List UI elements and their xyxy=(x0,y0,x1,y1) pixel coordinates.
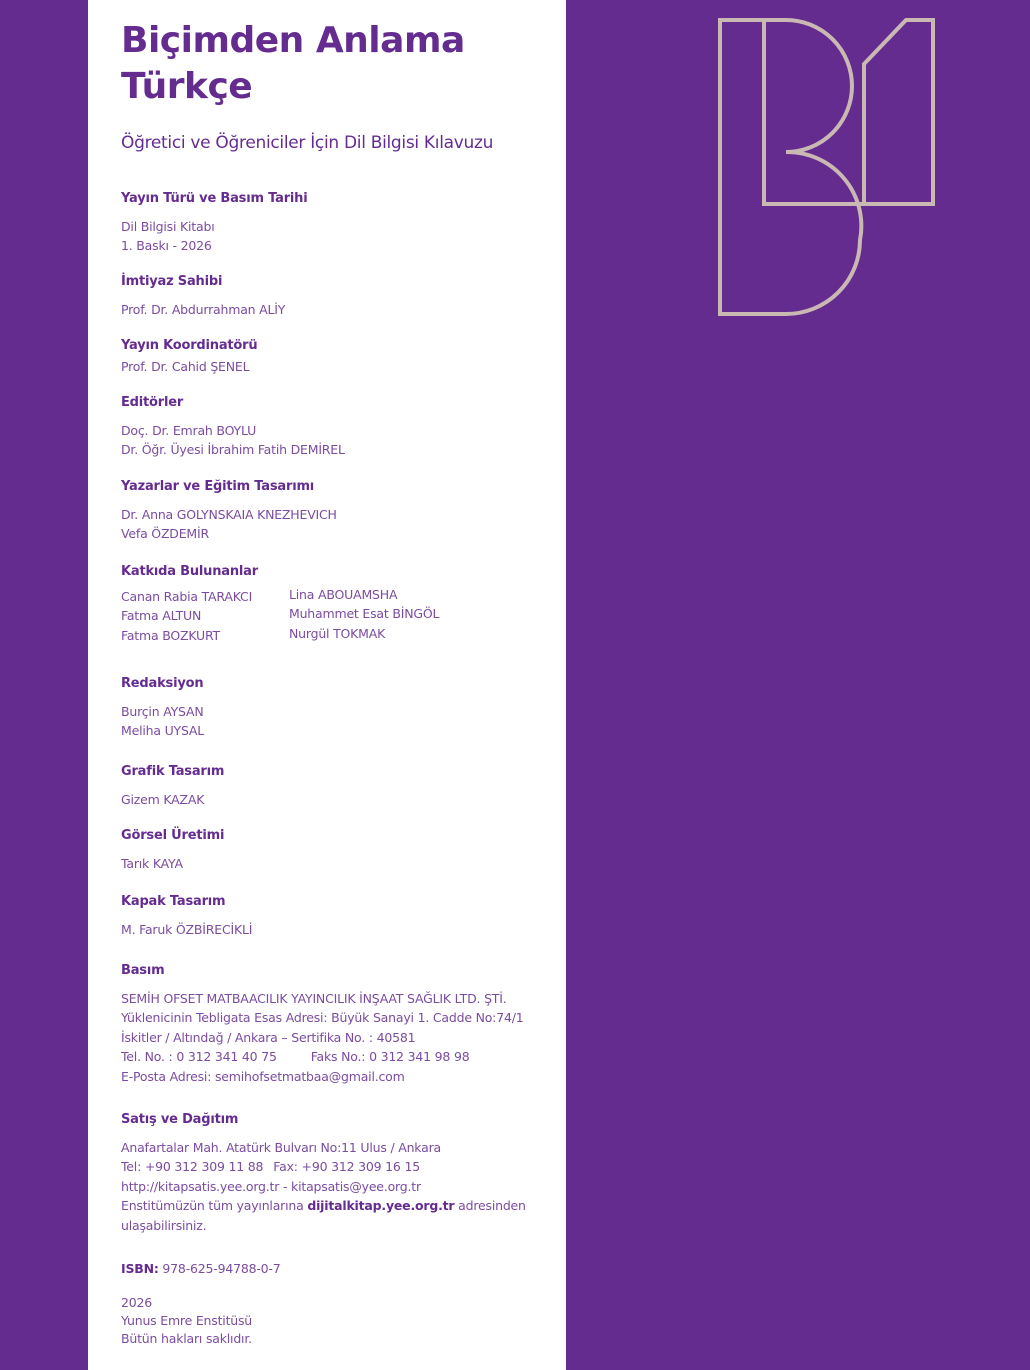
section-kapak xyxy=(121,893,551,939)
isbn-label: ISBN: xyxy=(121,1261,159,1276)
printer-tel: Tel. No. : 0 312 341 40 75 xyxy=(121,1049,277,1065)
section-imtiyaz xyxy=(121,273,551,319)
section-line: Tarık KAYA xyxy=(121,856,183,871)
isbn-value: 978-625-94788-0-7 xyxy=(158,1261,281,1276)
contributor-name: Lina ABOUAMSHA xyxy=(289,587,398,602)
section-heading: Editörler xyxy=(121,395,184,410)
sales-online-post: adresinden xyxy=(454,1198,526,1214)
section-heading: Satış ve Dağıtım xyxy=(121,1112,239,1127)
section-basim xyxy=(121,962,551,1086)
section-line: Dr. Öğr. Üyesi İbrahim Fatih DEMİREL xyxy=(121,442,345,458)
logo-letter-b xyxy=(720,20,861,314)
printer-address: Yüklenicinin Tebligata Esas Adresi: Büyük Sanayi 1. Cadde No:74/1 xyxy=(121,1010,524,1026)
section-line: Burçin AYSAN xyxy=(121,704,204,719)
section-line: Dil Bilgisi Kitabı xyxy=(121,219,215,234)
contributor-name: Fatma ALTUN xyxy=(121,608,202,624)
section-heading: Grafik Tasarım xyxy=(121,764,225,779)
b1-level-logo xyxy=(718,18,938,318)
section-grafik xyxy=(121,763,551,809)
section-heading: Katkıda Bulunanlar xyxy=(121,564,258,579)
section-line: Meliha UYSAL xyxy=(121,723,205,739)
colophon-page xyxy=(88,0,566,1370)
section-satis xyxy=(121,1111,551,1235)
section-heading: Kapak Tasarım xyxy=(121,894,226,909)
section-koordinator xyxy=(121,337,551,376)
sales-online-end: ulaşabilirsiniz. xyxy=(121,1217,207,1233)
section-heading: Görsel Üretimi xyxy=(121,828,225,843)
section-heading: Yayın Koordinatörü xyxy=(121,338,258,353)
printer-name: SEMİH OFSET MATBAACILIK YAYINCILIK İNŞAAT SAĞLIK LTD. ŞTİ. xyxy=(121,991,507,1006)
section-line: M. Faruk ÖZBİRECİKLİ xyxy=(121,922,253,937)
section-heading: Basım xyxy=(121,963,165,978)
isbn-line xyxy=(121,1259,551,1278)
printer-email: E-Posta Adresi: semihofsetmatbaa@gmail.com xyxy=(121,1068,405,1084)
section-footer xyxy=(121,1294,551,1348)
contributor-name: Fatma BOZKURT xyxy=(121,627,220,643)
contributor-name: Canan Rabia TARAKCI xyxy=(121,589,253,604)
book-title xyxy=(121,18,566,110)
contributor-name: Muhammet Esat BİNGÖL xyxy=(289,606,440,622)
sales-phone-line xyxy=(121,1157,551,1176)
section-heading: Yazarlar ve Eğitim Tasarımı xyxy=(121,479,315,494)
digital-library-link[interactable]: dijitalkitap.yee.org.tr xyxy=(307,1198,455,1214)
section-line: Vefa ÖZDEMİR xyxy=(121,526,209,542)
section-yayin-turu xyxy=(121,190,551,256)
section-gorsel xyxy=(121,827,551,873)
sales-web: http://kitapsatis.yee.org.tr - kitapsatis@yee.org.tr xyxy=(121,1178,421,1194)
section-line: 1. Baskı - 2026 xyxy=(121,238,212,254)
printer-phone-line xyxy=(121,1047,551,1066)
section-heading: İmtiyaz Sahibi xyxy=(121,274,223,289)
section-isbn xyxy=(121,1259,551,1278)
book-title-line2: Türkçe xyxy=(121,66,253,107)
section-line: Dr. Anna GOLYNSKAIA KNEZHEVICH xyxy=(121,507,337,522)
section-redaksiyon xyxy=(121,675,551,741)
section-line: Doç. Dr. Emrah BOYLU xyxy=(121,423,257,438)
printer-fax: Faks No.: 0 312 341 98 98 xyxy=(310,1049,470,1065)
sales-online-line xyxy=(121,1196,551,1215)
book-title-line1: Biçimden Anlama xyxy=(121,20,465,61)
sales-tel: Tel: +90 312 309 11 88 xyxy=(121,1159,264,1175)
footer-line: 2026 xyxy=(121,1295,153,1310)
printer-location: İskitler / Altındağ / Ankara – Sertifika No. : 40581 xyxy=(121,1029,416,1045)
footer-line: Bütün hakları saklıdır. xyxy=(121,1331,252,1346)
section-editorler xyxy=(121,394,551,460)
section-line: Gizem KAZAK xyxy=(121,792,205,807)
section-yazarlar xyxy=(121,478,551,544)
sales-fax: Fax: +90 312 309 16 15 xyxy=(273,1159,420,1175)
section-heading: Redaksiyon xyxy=(121,676,204,691)
contributor-name: Nurgül TOKMAK xyxy=(289,625,386,641)
section-heading: Yayın Türü ve Basım Tarihi xyxy=(121,191,308,206)
book-subtitle: Öğretici ve Öğreniciler İçin Dil Bilgisi Kılavuzu xyxy=(121,133,494,153)
section-line: Prof. Dr. Cahid ŞENEL xyxy=(121,359,250,374)
sales-online-pre: Enstitümüzün tüm yayınlarına xyxy=(121,1198,308,1214)
sales-address: Anafartalar Mah. Atatürk Bulvarı No:11 Ulus / Ankara xyxy=(121,1140,441,1155)
footer-line: Yunus Emre Enstitüsü xyxy=(121,1313,253,1328)
section-katkida xyxy=(121,563,551,645)
section-line: Prof. Dr. Abdurrahman ALİY xyxy=(121,302,286,317)
